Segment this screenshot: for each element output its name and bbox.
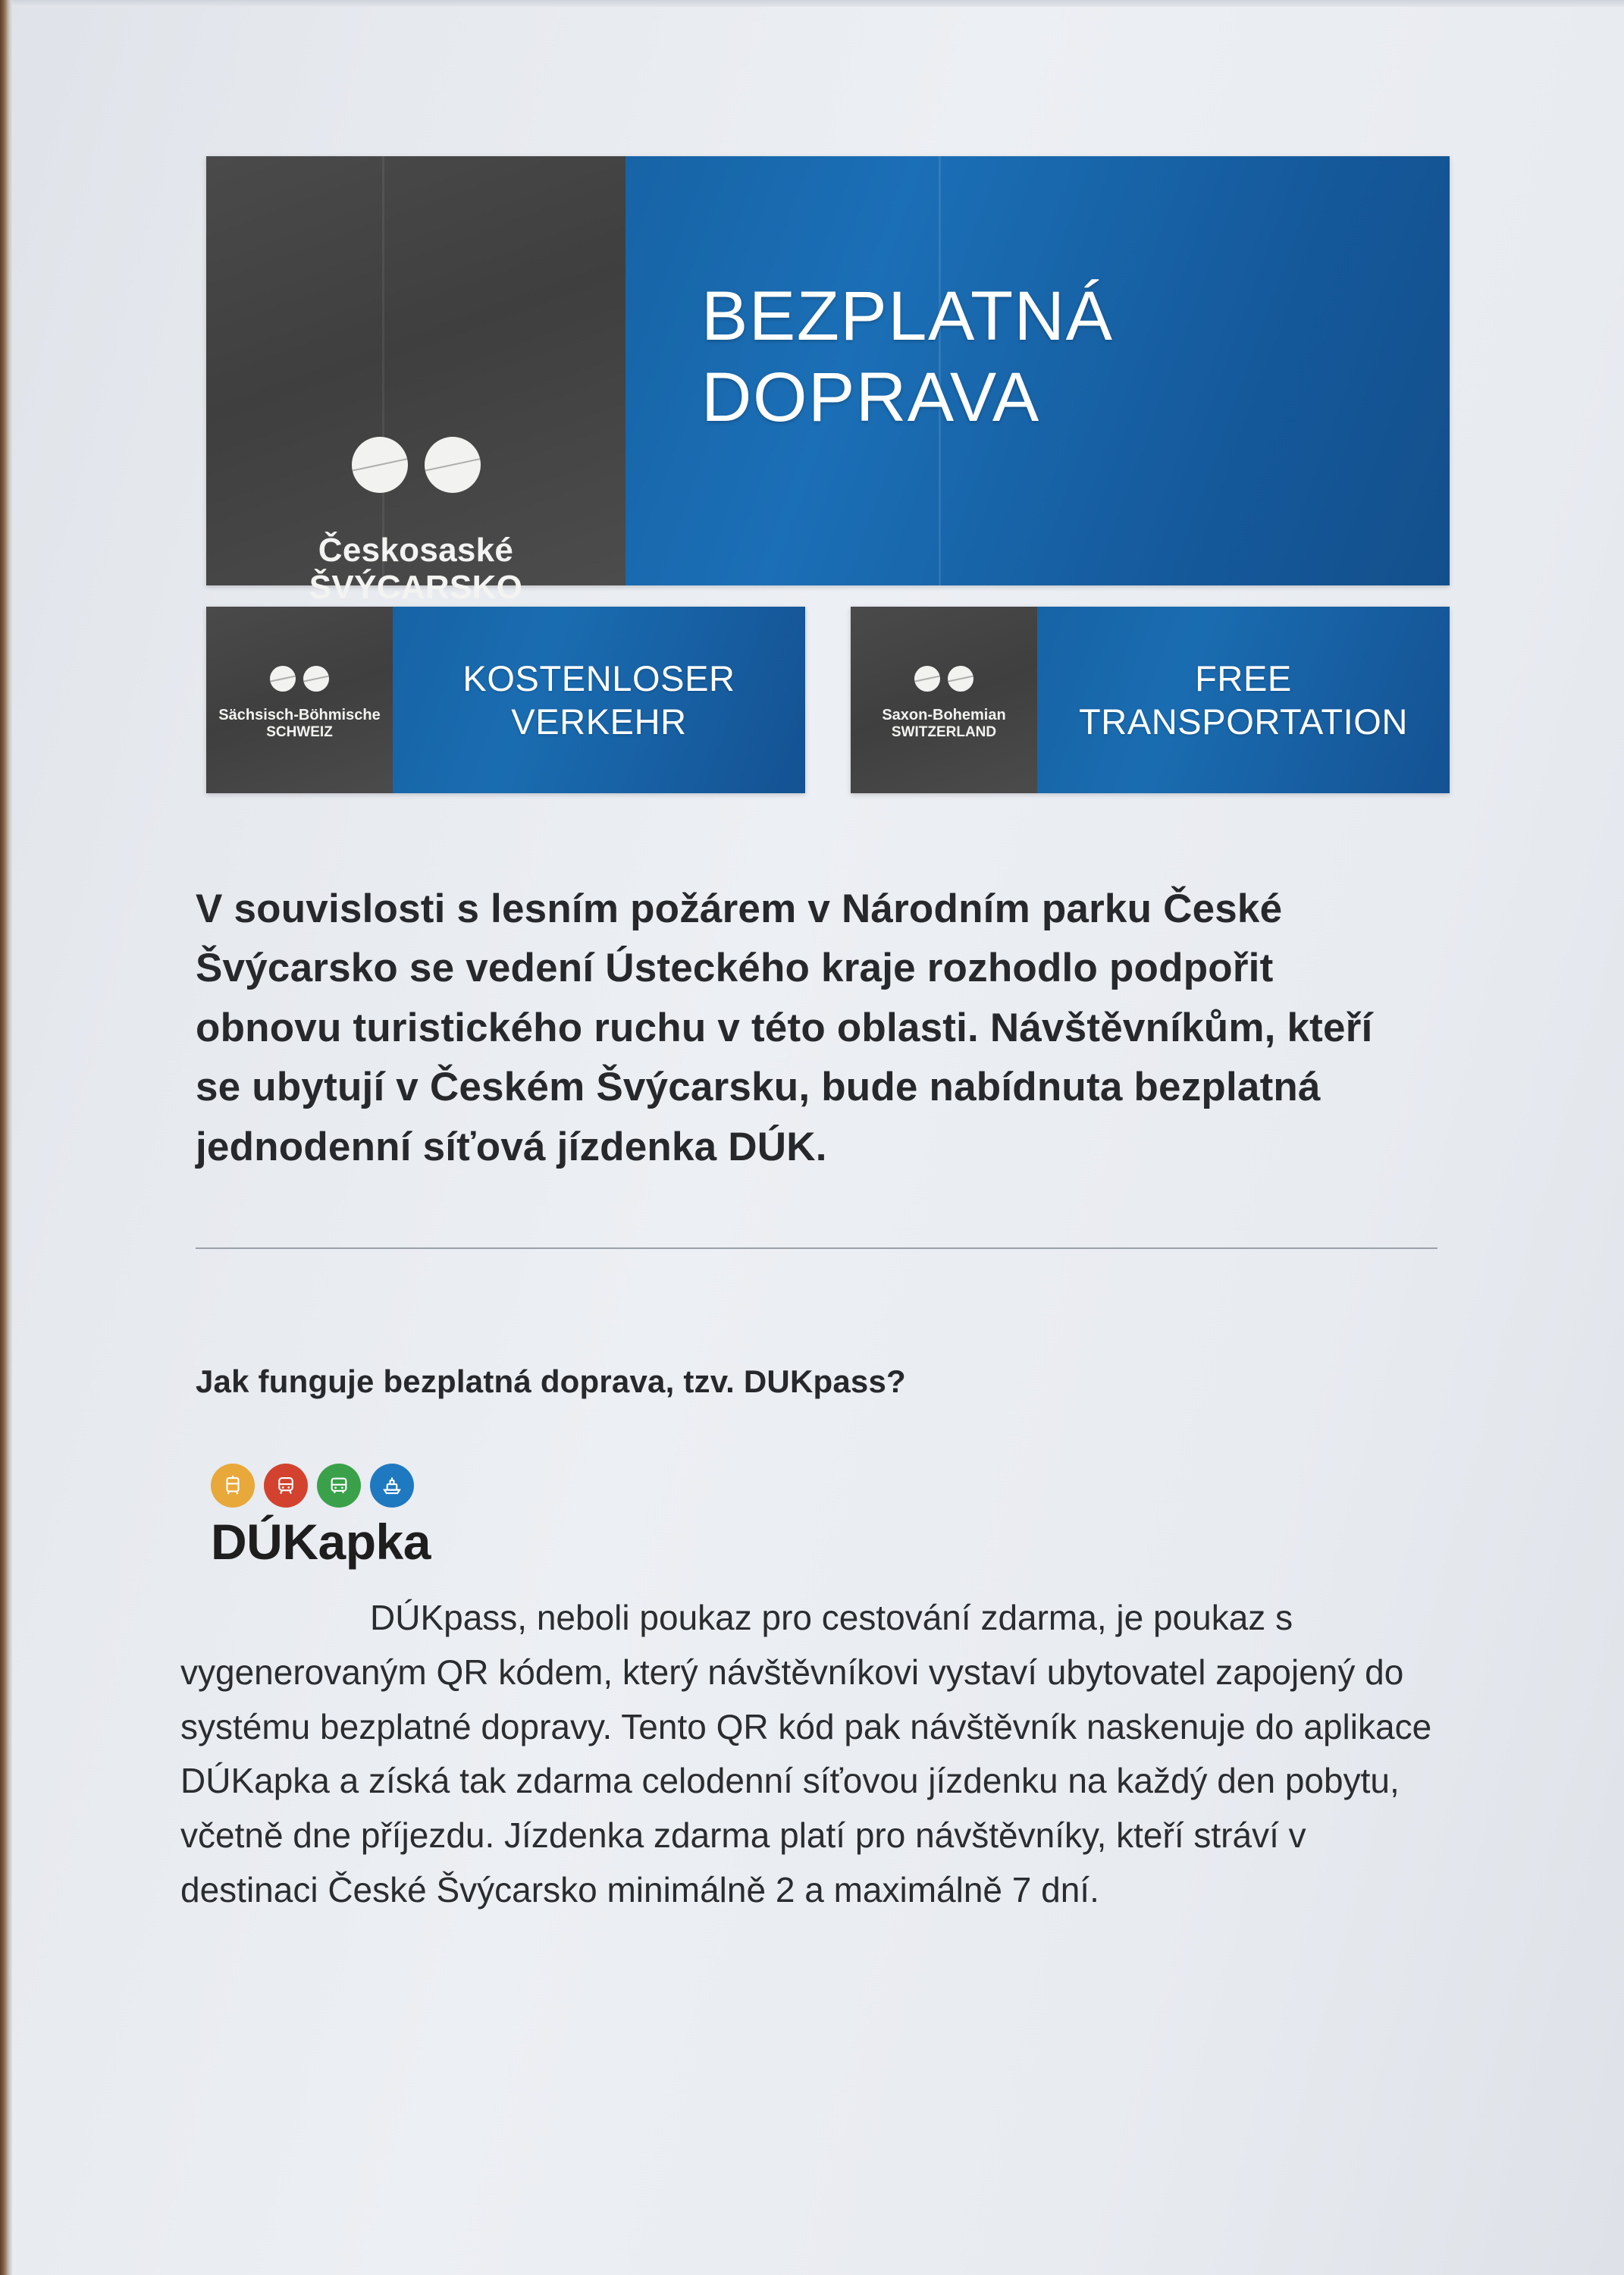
main-banner: [206, 156, 1450, 607]
dukapka-icon-row: [211, 1464, 529, 1508]
logo-dot-left: [914, 666, 940, 692]
headline-en-line2: TRANSPORTATION: [1078, 701, 1409, 742]
sub-banner-de-headline: [462, 657, 735, 744]
bus-icon: [317, 1464, 361, 1508]
saxon-bohemian-dots-icon: [914, 666, 973, 692]
logo-line-en-1: Saxon-Bohemian: [882, 707, 1006, 723]
saechsisch-boehmische-dots-icon: [270, 666, 329, 692]
body-paragraph: [180, 1591, 1448, 1918]
question-heading: Jak funguje bezplatná doprava, tzv. DUKpass?: [196, 1363, 906, 1399]
headline-cs-line1: BEZPLATNÁ: [701, 278, 1114, 355]
logo-dot-right: [303, 666, 329, 692]
sub-banner-en-headline-panel: [1037, 607, 1450, 793]
logo-line-cs-2: ŠVÝCARSKO: [309, 569, 523, 607]
sub-banner-de-headline-panel: [393, 607, 805, 793]
headline-en-line1: FREE: [1195, 657, 1292, 698]
headline-cs-line2: DOPRAVA: [701, 358, 1040, 436]
logo-dot-right: [948, 666, 973, 692]
main-banner-headline-panel: [625, 156, 1450, 585]
boat-icon: [370, 1464, 414, 1508]
logo-dot-left: [352, 437, 408, 493]
sub-banner-en-headline: [1079, 657, 1408, 744]
dukapka-wordmark: DÚKapka: [211, 1514, 431, 1570]
scan-edge-top: [0, 0, 1624, 7]
headline-de-line2: VERKEHR: [511, 701, 687, 742]
main-banner-logo-panel: [206, 156, 625, 607]
sub-banner-de: [206, 607, 805, 793]
logo-line-de-2: SCHWEIZ: [266, 724, 333, 740]
sub-banner-en-logo-text: [882, 707, 1005, 741]
tram-icon: [211, 1464, 255, 1508]
logo-line-cs-1: Českosaské: [318, 532, 514, 569]
sub-banner-de-logo-text: [218, 707, 380, 741]
logo-line-de-1: Sächsisch-Böhmische: [218, 707, 381, 723]
logo-line-en-2: SWITZERLAND: [891, 724, 997, 740]
logo-dot-right: [425, 437, 481, 493]
main-banner-logo-text: [309, 532, 522, 607]
train-icon: [264, 1464, 308, 1508]
body-paragraph-text: DÚKpass, neboli poukaz pro cestování zdarma, je poukaz s vygenerovaným QR kódem, který návštěvníkovi vystaví ubytovatel zapojený do systému bezplatné dopravy. Tento QR kód pak návštěvník naskenuje do aplikace DÚKapka a získá tak zdarma celodenní síťovou jízdenku na každý den pobytu, včetně dne příjezdu. Jízdenka zdarma platí pro návštěvníky, kteří stráví v destinaci České Švýcarsko minimálně 2 a maximálně 7 dní.: [180, 1598, 1432, 1909]
sub-banner-row: [206, 607, 1450, 793]
sub-banner-en-logo-panel: [851, 607, 1037, 793]
sub-banner-de-logo-panel: [206, 607, 393, 793]
logo-dot-left: [270, 666, 296, 692]
scan-edge-left: [0, 0, 12, 2275]
main-banner-headline: [701, 276, 1114, 438]
sub-banner-en: [851, 607, 1450, 793]
section-divider: [196, 1247, 1437, 1249]
dukapka-logo: [211, 1464, 529, 1570]
headline-de-line1: KOSTENLOSER: [462, 657, 735, 698]
intro-paragraph: V souvislosti s lesním požárem v Národním parku České Švýcarsko se vedení Ústeckého kraje rozhodlo podpořit obnovu turistického ruchu v této oblasti. Návštěvníkům, kteří se ubytují v Českém Švýcarsku, bude nabídnuta bezplatná jednodenní síťová jízdenka DÚK.: [196, 886, 1373, 1169]
cesko-saske-dots-icon: [352, 437, 481, 493]
